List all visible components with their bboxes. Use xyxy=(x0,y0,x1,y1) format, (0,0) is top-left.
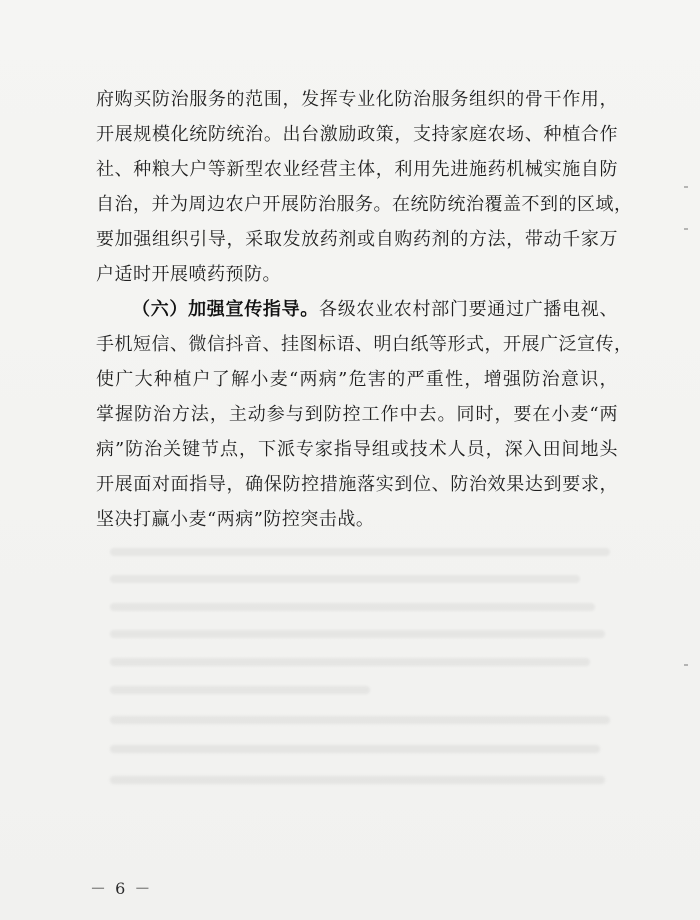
text-line: 病”防治关键节点，下派专家指导组或技术人员，深入田间地头 xyxy=(96,439,618,460)
text-run: 各级农业农村部门要通过广播电视、 xyxy=(319,299,618,320)
text-line: 户适时开展喷药预防。 xyxy=(96,264,281,285)
paragraph-service-scope xyxy=(96,82,633,292)
page-number: － 6 － xyxy=(90,879,153,898)
text-line: 自治，并为周边农户开展防治服务。在统防统治覆盖不到的区域， xyxy=(96,194,633,215)
text-line: 使广大种植户了解小麦“两病”危害的严重性，增强防治意识， xyxy=(96,369,618,390)
section-heading: （六）加强宣传指导。 xyxy=(132,299,319,320)
reverse-side-bleed xyxy=(110,745,600,753)
text-line: 掌握防治方法，主动参与到防控工作中去。同时，要在小麦“两 xyxy=(96,404,618,425)
text-line: 社、种粮大户等新型农业经营主体，利用先进施药机械实施自防 xyxy=(96,159,618,180)
scan-edge-mark xyxy=(684,664,688,666)
reverse-side-bleed xyxy=(110,630,605,638)
reverse-side-bleed xyxy=(110,658,590,666)
reverse-side-bleed xyxy=(110,686,370,694)
text-line: 开展面对面指导，确保防控措施落实到位、防治效果达到要求， xyxy=(96,474,618,495)
reverse-side-bleed xyxy=(110,776,605,784)
paragraph-publicity-guidance xyxy=(96,292,633,537)
reverse-side-bleed xyxy=(110,548,610,556)
reverse-side-bleed xyxy=(110,716,610,724)
text-line: 府购买防治服务的范围，发挥专业化防治服务组织的骨干作用， xyxy=(96,89,618,110)
text-line: 坚决打赢小麦“两病”防控突击战。 xyxy=(96,509,375,530)
text-line: 要加强组织引导，采取发放药剂或自购药剂的方法，带动千家万 xyxy=(96,229,618,250)
scan-edge-mark xyxy=(684,228,688,230)
text-line: 手机短信、微信抖音、挂图标语、明白纸等形式，开展广泛宣传， xyxy=(96,334,633,355)
reverse-side-bleed xyxy=(110,603,595,611)
scan-edge-mark xyxy=(684,186,688,188)
text-line: 开展规模化统防统治。出台激励政策，支持家庭农场、种植合作 xyxy=(96,124,618,145)
reverse-side-bleed xyxy=(110,575,580,583)
text-line xyxy=(96,292,618,327)
